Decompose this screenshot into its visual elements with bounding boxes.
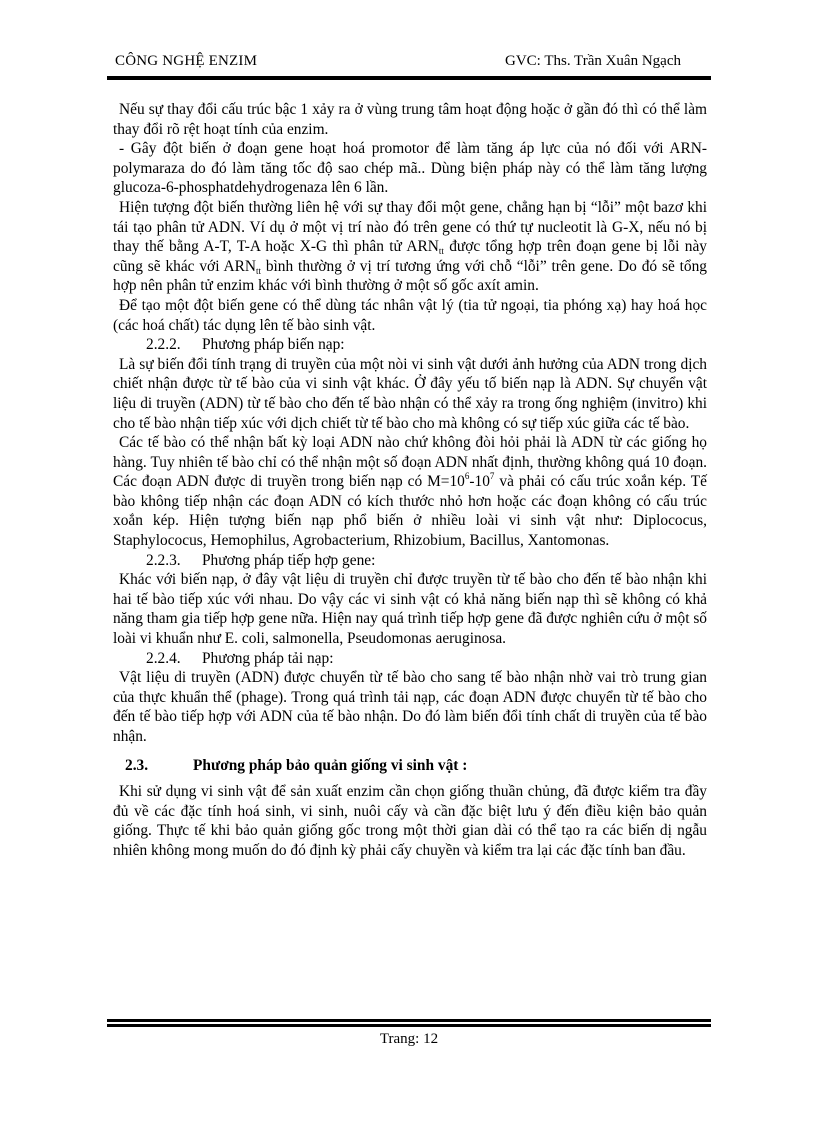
paragraph: Là sự biến đổi tính trạng di truyền của một nòi vi sinh vật dưới ảnh hưởng của ADN trong dịch chiết nhận được từ tế bào của vi sinh vật khác. Ở đây yếu tố biến nạp là ADN. Sự chuyển vật liệu di truyền (ADN) từ tế bào cho đến tế bào nhận có thể xảy ra trong ống nghiệm (invitro) khi cho tế bào nhận tiếp xúc với dịch chiết từ tế bào cho mà không có sự tiếp xúc giữa các tế bào. <box>113 355 707 432</box>
subsection-number: 2.2.3. <box>146 551 181 569</box>
paragraph: Nếu sự thay đổi cấu trúc bậc 1 xảy ra ở vùng trung tâm hoạt động hoặc ở gần đó thì có thể làm thay đổi rõ rệt hoạt tính của enzim. <box>113 101 707 138</box>
header-lecturer: GVC: Ths. Trần Xuân Ngạch <box>505 53 681 69</box>
subsection-title: Phương pháp tiếp hợp gene: <box>202 551 376 569</box>
subsection-number: 2.2.2. <box>146 336 181 354</box>
paragraph: Khi sử dụng vi sinh vật để sản xuất enzim cần chọn giống thuần chủng, đã được kiểm tra đầy đủ về các đặc tính hoá sinh, vi sinh, nuôi cấy và cần đặc biệt lưu ý đến điều kiện bảo quản giống. Thực tế khi bảo quản giống gốc trong một thời gian dài có thể tạo ra các biến dị ngẫu nhiên không mong muốn do đó định kỳ phải cấy chuyền và kiểm tra lại các đặc tính ban đầu. <box>113 783 707 859</box>
header-course-title: CÔNG NGHỆ ENZIM <box>115 53 258 69</box>
subsection-title: Phương pháp biến nạp: <box>202 336 345 354</box>
subsection-heading <box>113 649 707 669</box>
subsection-title: Phương pháp tải nạp: <box>202 649 334 667</box>
paragraph: Khác với biến nạp, ở đây vật liệu di truyền chỉ được truyền từ tế bào cho đến tế bào nhận khi hai tế bào tiếp xúc với nhau. Do vậy các vi sinh vật có khả năng biến nạp thì sẽ không có khả năng tham gia tiếp hợp gene nữa. Hiện nay quá trình tiếp hợp gene đã được nghiên cứu ở một số loài vi khuẩn như E. coli, salmonella, Pseudomonas aeruginosa. <box>113 571 707 648</box>
page-number: Trang: 12 <box>379 1031 439 1047</box>
subsection-number: 2.2.4. <box>146 649 181 667</box>
paragraph: - Gây đột biến ở đoạn gene hoạt hoá promotor để làm tăng áp lực của nó đối với ARN-polymaraza do đó làm tăng tốc độ sao chép mã.. Dùng biện pháp này có thể làm tăng lượng glucoza-6-phosphatdehydrogenaza lên 6 lần. <box>113 140 707 197</box>
section-title: Phương pháp bảo quản giống vi sinh vật : <box>193 756 468 774</box>
subsection-heading <box>113 551 707 571</box>
document-body <box>113 100 707 861</box>
paragraph: Để tạo một đột biến gene có thể dùng tác nhân vật lý (tia tử ngoại, tia phóng xạ) hay hoá học (các hoá chất) tác dụng lên tế bào sinh vật. <box>113 296 707 334</box>
footer-rule <box>107 1019 711 1027</box>
header-rule <box>107 76 711 80</box>
subsection-heading <box>113 335 707 355</box>
paragraph: Các tế bào có thể nhận bất kỳ loại ADN nào chứ không đòi hỏi phải là ADN từ các giống họ hàng. Tuy nhiên tế bào chỉ có thể nhận một số đoạn ADN nhất định, thường không quá 10 đoạn. Các đoạn ADN được di truyền trong biến nạp có $M=10^6-10^7$ và phải có cấu trúc xoắn kép. Tế bào không tiếp nhận các đoạn ADN có kích thước nhỏ hơn hoặc các đoạn không có cấu trúc xoắn kép. Hiện tượng biến nạp phổ biến ở nhiều loài vi sinh vật như: Diplococus, Staphylococus, Hemophilus, Agrobacterium, Rhizobium, Bacillus, Xantomonas. <box>113 434 708 550</box>
paragraph: Vật liệu di truyền (ADN) được chuyển từ tế bào cho sang tế bào nhận nhờ vai trò trung gian của thực khuẩn thể (phage). Trong quá trình tải nạp, các đoạn ADN được chuyển từ tế bào cho đến tế bào tiếp hợp với ADN của tế bào nhận. Do đó làm biến đổi tính chất di truyền của tế bào nhận. <box>113 669 707 745</box>
section-number: 2.3. <box>125 756 149 774</box>
paragraph: Hiện tượng đột biến thường liên hệ với sự thay đổi một gene, chẳng hạn bị “lỗi” một bazơ khi tái tạo phân tử ADN. Ví dụ ở một vị trí nào đó trên gene có thứ tự nucleotit là G-X, nếu nó bị thay thế bằng A-T, T-A hoặc X-G thì phân tử $ARN_{tt}$ được tổng hợp trên đoạn gene bị lỗi này cũng sẽ khác với $ARN_{tt}$ bình thường ở vị trí tương ứng với chỗ “lỗi” trên gene. Do đó sẽ tổng hợp nên phân tử enzim khác với bình thường ở một số gốc axít amin. <box>113 198 707 295</box>
section-heading <box>125 756 707 776</box>
